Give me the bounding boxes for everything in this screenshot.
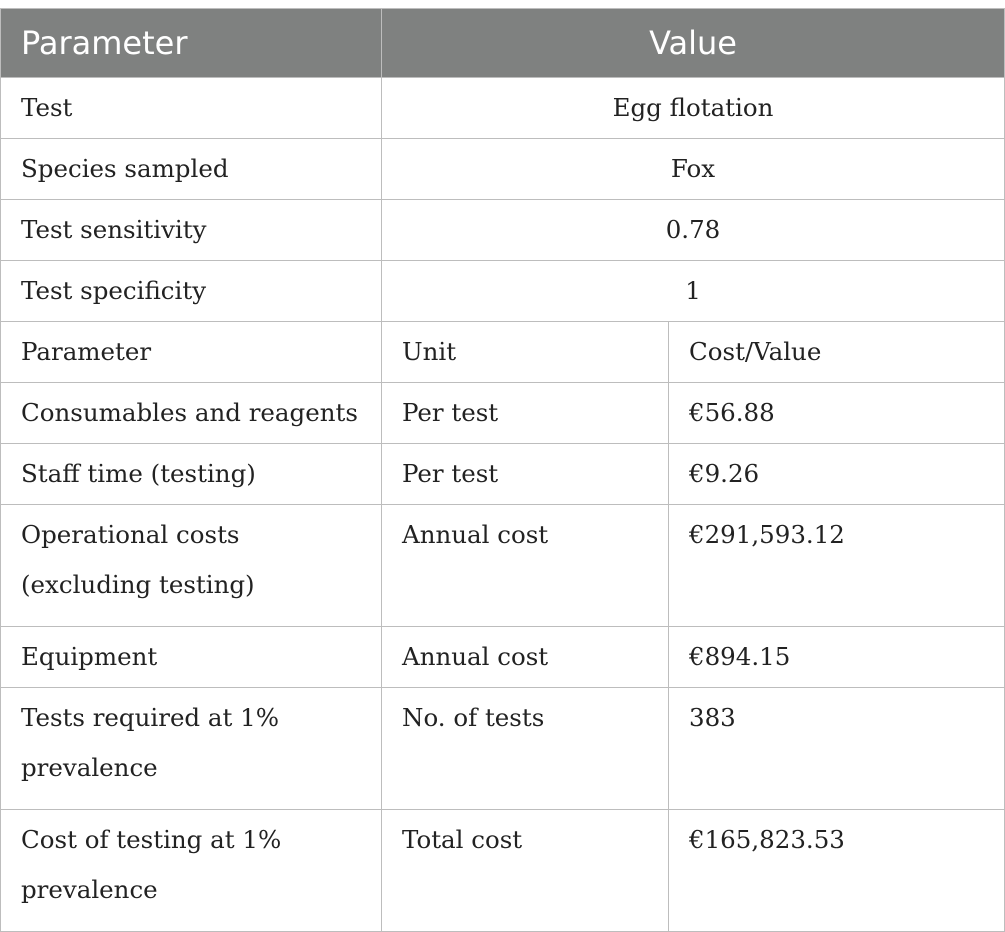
- table-row: [1, 810, 1005, 932]
- row-cost: €894.15: [669, 627, 1005, 688]
- row-unit: Annual cost: [382, 505, 669, 627]
- subheader-parameter: Parameter: [1, 322, 382, 383]
- row-parameter: Consumables and reagents: [1, 383, 382, 444]
- table-row: [1, 383, 1005, 444]
- header-value: Value: [382, 9, 1005, 78]
- table-row: [1, 200, 1005, 261]
- row-parameter: Tests required at 1% prevalence: [1, 688, 382, 810]
- row-cost: €56.88: [669, 383, 1005, 444]
- row-parameter: Cost of testing at 1% prevalence: [1, 810, 382, 932]
- subheader-cost-value: Cost/Value: [669, 322, 1005, 383]
- table-row: [1, 444, 1005, 505]
- table-row: [1, 627, 1005, 688]
- row-cost: €9.26: [669, 444, 1005, 505]
- row-unit: Annual cost: [382, 627, 669, 688]
- row-parameter: Operational costs (excluding testing): [1, 505, 382, 627]
- row-cost: €291,593.12: [669, 505, 1005, 627]
- row-label: Test: [1, 78, 382, 139]
- row-parameter: Equipment: [1, 627, 382, 688]
- row-label: Species sampled: [1, 139, 382, 200]
- row-value: 0.78: [382, 200, 1005, 261]
- row-unit: Total cost: [382, 810, 669, 932]
- row-unit: Per test: [382, 383, 669, 444]
- subheader-row: [1, 322, 1005, 383]
- table-row: [1, 688, 1005, 810]
- subheader-unit: Unit: [382, 322, 669, 383]
- table-row: [1, 139, 1005, 200]
- row-unit: Per test: [382, 444, 669, 505]
- row-cost: €165,823.53: [669, 810, 1005, 932]
- cost-parameters-table: [0, 8, 1005, 932]
- table-row: [1, 505, 1005, 627]
- header-row: [1, 9, 1005, 78]
- table-row: [1, 78, 1005, 139]
- row-label: Test sensitivity: [1, 200, 382, 261]
- row-cost: 383: [669, 688, 1005, 810]
- row-parameter: Staff time (testing): [1, 444, 382, 505]
- header-parameter: Parameter: [1, 9, 382, 78]
- row-value: Egg flotation: [382, 78, 1005, 139]
- row-value: Fox: [382, 139, 1005, 200]
- table-row: [1, 261, 1005, 322]
- row-label: Test specificity: [1, 261, 382, 322]
- row-unit: No. of tests: [382, 688, 669, 810]
- row-value: 1: [382, 261, 1005, 322]
